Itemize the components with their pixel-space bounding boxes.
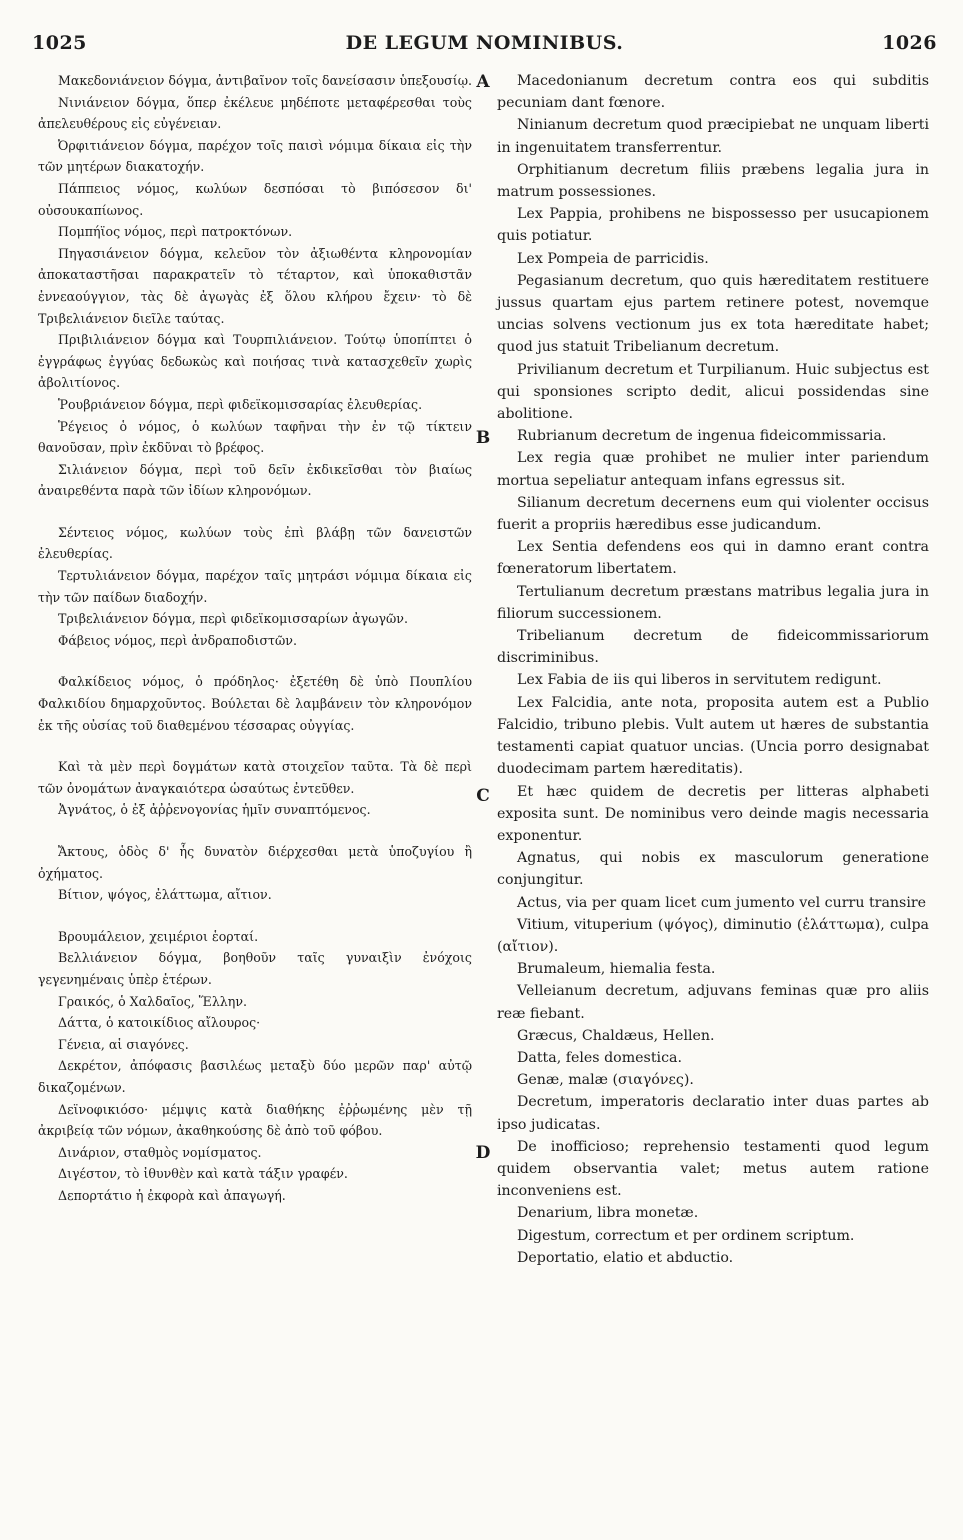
latin-entry: Deportatio, elatio et abductio. [517, 1249, 734, 1266]
greek-entry: Τριβελιάνειον δόγμα, περὶ φιδεϊκομισσαρίων ἀγωγῶν. [58, 611, 408, 627]
margin-marker-d: D [475, 1143, 491, 1163]
greek-entry: Διγέστον, τὸ ἰθυνθὲν καὶ κατὰ τάξιν γραφέν. [58, 1166, 348, 1182]
latin-entry: Lex Falcidia, ante nota, proposita autem est a Publio Falcidio, tribuno plebis. Vult autem ut hæres de substantia testamenti capiat quatuor uncias. (Uncia porro designabat duodecimam partem hæreditatis). [497, 694, 929, 778]
latin-entry: Lex Sentia defendens eos qui in damno erant contra fœneratorum libertatem. [497, 539, 929, 578]
latin-entry: Macedonianum decretum contra eos qui subditis pecuniam dant fœnore. [497, 73, 929, 112]
greek-entry: Φάβειος νόμος, περὶ ἀνδραποδιστῶν. [58, 632, 297, 648]
latin-entry: Lex Pompeia de parricidis. [517, 250, 709, 267]
margin-marker-b: B [475, 428, 491, 448]
latin-entry: Et hæc quidem de decretis per litteras alphabeti exposita sunt. De nominibus vero deinde magis necessaria exponentur. [497, 783, 929, 844]
greek-entry: Σιλιάνειον δόγμα, περὶ τοῦ δεῖν ἐκδικεῖσθαι τὸν βιαίως ἀναιρεθέντα παρὰ τῶν ἰδίων κληρονόμων. [38, 461, 472, 499]
greek-entry: Πριβιλιάνειον δόγμα καὶ Τουρπιλιάνειον. Τούτῳ ὑποπίπτει ὁ ἐγγράφως ἐγγύας δεδωκὼς καὶ ποιήσας τινὰ κατασχεθεῖν χωρὶς ἀβολιτίονος. [38, 332, 472, 391]
greek-entry: Δεπορτάτιο ἡ ἐκφορὰ καὶ ἀπαγωγή. [58, 1187, 286, 1203]
greek-entry: Ἄκτους, ὁδὸς δ' ἧς δυνατὸν διέρχεσθαι μετὰ ὑποζυγίου ἢ ὀχήματος. [38, 844, 472, 881]
greek-entry: Τερτυλιάνειον δόγμα, παρέχον ταῖς μητράσι νόμιμα δίκαια εἰς τὴν τῶν παίδων διαδοχήν. [38, 568, 472, 605]
greek-entry: Νινιάνειον δόγμα, ὅπερ ἐκέλευε μηδέποτε μεταφέρεσθαι τοὺς ἀπελευθέρους εἰς εὐγένειαν. [38, 94, 472, 132]
latin-entry: Lex regia quæ prohibet ne mulier inter pariendum mortua sepeliatur antequam infans egressus sit. [497, 450, 929, 489]
left-page-number: 1025 [32, 32, 87, 54]
greek-entry: Ῥουβριάνειον δόγμα, περὶ φιδεϊκομισσαρίας ἐλευθερίας. [58, 396, 423, 412]
latin-entry: Vitium, vituperium (ψόγος), diminutio (ἐλάττωμα), culpa (αἴτιον). [497, 916, 929, 955]
greek-entry: Μακεδονιάνειον δόγμα, ἀντιβαῖνον τοῖς δανείσασιν ὑπεξουσίῳ. [58, 73, 472, 88]
latin-entry: Ninianum decretum quod præcipiebat ne unquam liberti in ingenuitatem transferrentur. [497, 117, 929, 156]
greek-entry: Δεκρέτον, ἀπόφασις βασιλέως μεταξὺ δύο μερῶν παρ' αὐτῷ δικαζομένων. [38, 1058, 472, 1095]
greek-entry: Γραικός, ὁ Χαλδαῖος, Ἕλλην. [58, 993, 247, 1009]
greek-entry: Ὀρφιτιάνειον δόγμα, παρέχον τοῖς παισὶ νόμιμα δίκαια εἰς τὴν τῶν μητέρων διακατοχήν. [38, 137, 472, 175]
greek-entry: Γένεια, αἱ σιαγόνες. [58, 1036, 189, 1052]
latin-entry: Græcus, Chaldæus, Hellen. [517, 1027, 715, 1044]
latin-entry: Actus, via per quam licet cum jumento vel curru transire [517, 894, 927, 911]
latin-entry: Orphitianum decretum filiis præbens legalia jura in matrum possessiones. [497, 161, 929, 201]
latin-entry: Pegasianum decretum, quo quis hæreditatem restituere jussus quartam ejus partem retinere potest, novemque uncias solvens vectionum jus ex tota hæreditate habet; quod jus statuit Tribelianum decretum. [497, 272, 929, 356]
greek-entry: Δάττα, ὁ κατοικίδιος αἴλουρος· [58, 1015, 261, 1031]
latin-entry: Decretum, imperatoris declaratio inter duas partes ab ipso judicatas. [497, 1094, 929, 1133]
greek-entry: Σέντειος νόμος, κωλύων τοὺς ἐπὶ βλάβῃ τῶν δανειστῶν ἐλευθερίας. [38, 524, 472, 562]
latin-entry: Tribelianum decretum de fideicommissariorum discriminibus. [497, 628, 929, 667]
greek-entry: Ῥέγειος ὁ νόμος, ὁ κωλύων ταφῆναι τὴν ἐν τῷ τίκτειν θανοῦσαν, πρὶν ἐκδῦναι τὸ βρέφος. [38, 418, 472, 456]
latin-entry: Agnatus, qui nobis ex masculorum generatione conjungitur. [497, 850, 929, 889]
latin-entry: Genæ, malæ (σιαγόνες). [517, 1072, 694, 1089]
greek-entry: Πομπήϊος νόμος, περὶ πατροκτόνων. [58, 224, 293, 240]
latin-entry: Lex Pappia, prohibens ne bispossesso per usucapionem quis potiatur. [497, 206, 929, 245]
greek-entry: Φαλκίδειος νόμος, ὁ πρόδηλος· ἐξετέθη δὲ ὑπὸ Πουπλίου Φαλκιδίου δημαρχοῦντος. Βούλεται δὲ λαμβάνειν τὸν κληρονόμον ἐκ τῆς οὐσίας τοῦ διαθεμένου τέσσαρας οὐγγίας. [38, 674, 472, 733]
greek-entry: Πηγασιάνειον δόγμα, κελεῦον τὸν ἀξιωθέντα κληρονομίαν ἀποκαταστῆσαι παρακρατεῖν τὸ τέταρτον, καὶ ὑποκαθιστᾶν ἐννεαούγγιον, τὰς δὲ ἀγωγὰς ἐξ ὅλου κλήρου ἔχειν· τὸ δὲ Τριβελιάνειον διεῖλε ταύτας. [38, 245, 472, 326]
greek-column [38, 70, 472, 1207]
greek-entry: Πάππειος νόμος, κωλύων δεσπόσαι τὸ βιπόσεσον δι' οὐσουκαπίωνος. [38, 180, 472, 218]
latin-column [497, 70, 929, 1269]
latin-entry: Tertulianum decretum præstans matribus legalia jura in filiorum successionem. [497, 583, 929, 622]
latin-entry: Denarium, libra monetæ. [517, 1205, 699, 1222]
greek-entry: Δινάριον, σταθμὸς νομίσματος. [58, 1144, 262, 1160]
latin-entry: Digestum, correctum et per ordinem scriptum. [517, 1227, 855, 1244]
latin-entry: Privilianum decretum et Turpilianum. Huic subjectus est qui sponsiones scripto dedit, alicui possidendas sine abolitione. [497, 361, 929, 423]
greek-entry: Καὶ τὰ μὲν περὶ δογμάτων κατὰ στοιχεῖον ταῦτα. Τὰ δὲ περὶ τῶν ὀνομάτων ἀναγκαιότερα ὡσαύτως ἐντεῦθεν. [38, 759, 472, 796]
latin-entry: Brumaleum, hiemalia festa. [517, 961, 716, 978]
latin-entry: Rubrianum decretum de ingenua fideicommissaria. [517, 428, 887, 445]
latin-entry: Velleianum decretum, adjuvans feminas quæ pro aliis reæ fiebant. [497, 983, 929, 1022]
latin-entry: Lex Fabia de iis qui liberos in servitutem redigunt. [517, 672, 882, 689]
greek-entry: Βρουμάλειον, χειμέριοι ἑορταί. [58, 928, 259, 944]
latin-entry: Datta, feles domestica. [517, 1049, 682, 1066]
greek-entry: Βίτιον, ψόγος, ἐλάττωμα, αἴτιον. [58, 887, 272, 903]
greek-entry: Βελλιάνειον δόγμα, βοηθοῦν ταῖς γυναιξὶν ἐνόχοις γεγενημέναις ὑπὲρ ἑτέρων. [38, 950, 472, 987]
margin-marker-a: A [476, 72, 490, 92]
greek-entry: Ἀγνάτος, ὁ ἐξ ἀῤῥενογονίας ἡμῖν συναπτόμενος. [58, 802, 371, 818]
running-title: DE LEGUM NOMINIBUS. [345, 32, 624, 54]
greek-entry: Δεϊνοφικιόσο· μέμψις κατὰ διαθήκης ἐῤῥωμένης μὲν τῇ ἀκριβείᾳ τῶν νόμων, ἀκαθηκούσης δὲ ἀπὸ τοῦ φόβου. [38, 1101, 472, 1139]
right-page-number: 1026 [882, 32, 937, 54]
page-header [32, 30, 937, 60]
latin-entry: Silianum decretum decernens eum qui violenter occisus fuerit a propriis hæredibus esse judicandum. [497, 494, 929, 534]
margin-marker-c: C [476, 786, 490, 806]
latin-entry: De inofficioso; reprehensio testamenti quod legum quidem observantia valet; metus autem ratione inconveniens est. [497, 1138, 929, 1200]
